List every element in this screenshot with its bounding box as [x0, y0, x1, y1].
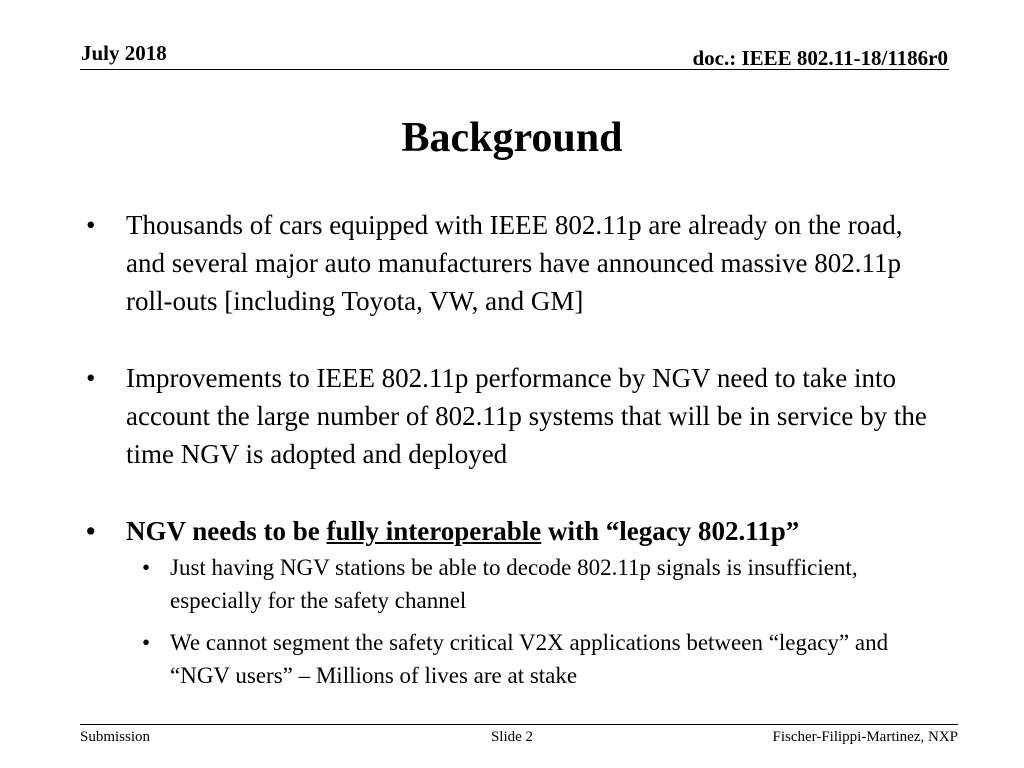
header-doc-id: doc.: IEEE 802.11-18/1186r0: [692, 46, 948, 70]
header-date: July 2018: [81, 41, 167, 65]
bullet-1-text: Thousands of cars equipped with IEEE 802.11p are already on the road, and several major auto manufacturers have announced massive 802.11p roll-outs [including Toyota, VW, and GM]: [126, 210, 903, 316]
bullet-1: [86, 206, 946, 320]
footer-divider: [80, 724, 958, 725]
bullet-2: [86, 359, 946, 473]
footer-authors: Fischer-Filippi-Martinez, NXP: [772, 729, 958, 745]
bullet-dot-icon: •: [86, 363, 96, 393]
bullet-2-text: Improvements to IEEE 802.11p performance by NGV need to take into account the large number of 802.11p systems that will be in service by the time NGV is adopted and deployed: [126, 363, 927, 469]
bullet-dot-icon: •: [86, 210, 96, 240]
sub-bullet-dot-icon: •: [142, 630, 151, 655]
bullet-3-text-underlined: fully interoperable: [326, 516, 542, 546]
slide-body: [86, 206, 946, 692]
footer-submission: Submission: [80, 729, 151, 745]
footer-slide-number: Slide 2: [490, 729, 534, 745]
header-divider: [80, 69, 949, 70]
bullet-dot-icon: •: [86, 516, 96, 546]
sub-bullet-dot-icon: •: [142, 555, 151, 580]
sub-bullet-2: [86, 626, 946, 692]
slide-title: Background: [401, 115, 623, 161]
bullet-3-text-before: NGV needs to be: [126, 516, 327, 546]
sub-bullet-1-text: Just having NGV stations be able to decode 802.11p signals is insufficient, especially for the safety channel: [170, 555, 858, 613]
bullet-3-text-after: with “legacy 802.11p”: [541, 516, 800, 546]
sub-bullet-2-text: We cannot segment the safety critical V2X applications between “legacy” and “NGV users” – Millions of lives are at stake: [170, 630, 889, 688]
sub-bullet-1: [86, 551, 946, 617]
bullet-3: [86, 512, 946, 550]
